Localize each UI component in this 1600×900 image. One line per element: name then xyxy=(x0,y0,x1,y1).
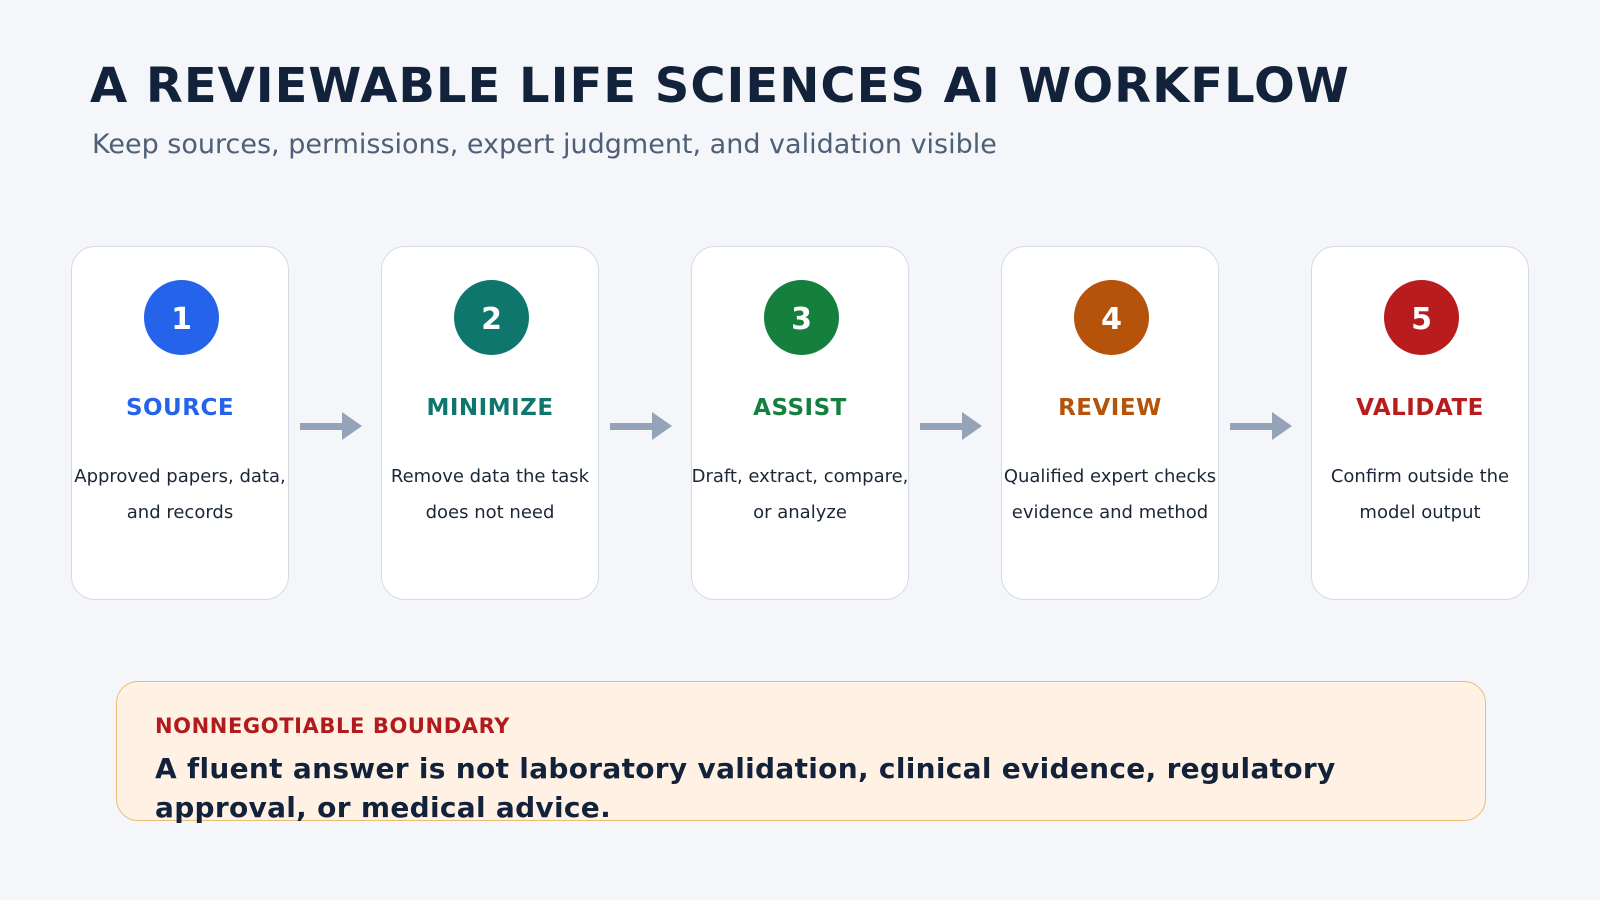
page-title: A REVIEWABLE LIFE SCIENCES AI WORKFLOW xyxy=(90,58,1350,114)
step-description: Approved papers, data, and records xyxy=(74,466,286,523)
step-label: VALIDATE xyxy=(1356,395,1484,421)
step-card-minimize xyxy=(381,246,599,600)
boundary-callout xyxy=(116,681,1486,824)
step-number-badge: 3 xyxy=(764,280,839,355)
step-label: SOURCE xyxy=(125,395,235,421)
step-label: MINIMIZE xyxy=(426,395,554,421)
boundary-text: A fluent answer is not laboratory validation, clinical evidence, regulatory approval, or medical advice. xyxy=(155,752,1336,824)
step-card-assist xyxy=(691,246,909,600)
step-card-validate xyxy=(1311,246,1529,600)
arrow-right-icon xyxy=(300,412,362,440)
step-label: ASSIST xyxy=(753,395,847,421)
arrow-right-icon xyxy=(920,412,982,440)
step-description: Confirm outside the model output xyxy=(1330,466,1510,523)
boundary-label: NONNEGOTIABLE BOUNDARY xyxy=(155,714,511,738)
step-card-review xyxy=(1001,246,1219,600)
step-number-badge: 4 xyxy=(1074,280,1149,355)
step-number-badge: 1 xyxy=(144,280,219,355)
step-label: REVIEW xyxy=(1058,395,1162,421)
step-number-badge: 5 xyxy=(1384,280,1459,355)
step-description: Draft, extract, compare, or analyze xyxy=(691,466,909,523)
step-description: Remove data the task does not need xyxy=(390,466,590,523)
arrow-right-icon xyxy=(1230,412,1292,440)
step-number-badge: 2 xyxy=(454,280,529,355)
step-description: Qualified expert checks evidence and method xyxy=(1003,466,1217,523)
arrow-right-icon xyxy=(610,412,672,440)
page-subtitle: Keep sources, permissions, expert judgment, and validation visible xyxy=(92,129,997,160)
step-card-source xyxy=(71,246,289,600)
